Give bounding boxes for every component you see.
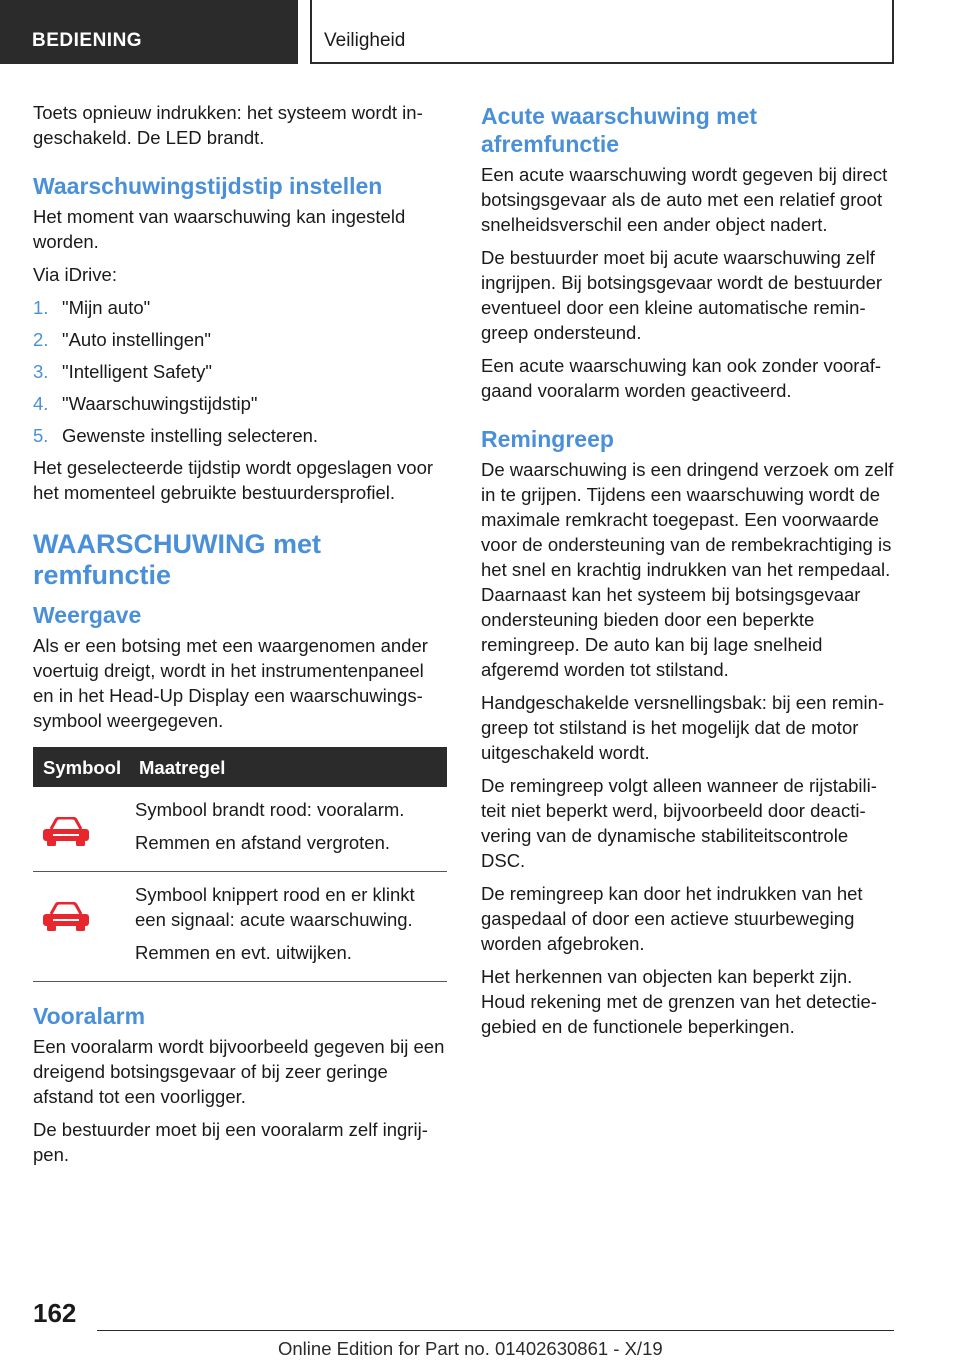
step-text: Gewenste instelling selecteren.: [62, 425, 319, 446]
measure-line: Remmen en evt. uitwijken.: [135, 942, 352, 963]
acute-paragraph: Een acute waarschuwing wordt gegeven bij direct botsingsgevaar als de auto met een relatief groot snelheidsverschil een ander object nadert.: [481, 164, 888, 235]
symbol-table: [33, 747, 447, 982]
prealarm-paragraph: Een vooralarm wordt bijvoorbeeld gegeven bij een dreigend botsingsgevaar of bij zeer geringe afstand tot een voorligger.: [33, 1036, 445, 1107]
column-header-measure: Maatregel: [129, 747, 447, 787]
car-warning-icon: [41, 817, 91, 847]
footer-divider: [97, 1330, 894, 1331]
intro-paragraph: Toets opnieuw indrukken: het systeem wordt ingeschakeld. De LED brandt.: [33, 102, 423, 148]
left-column: [33, 100, 447, 1175]
chapter-title: Veiligheid: [324, 30, 406, 51]
brake-paragraph: De remingreep kan door het indrukken van het gaspedaal of door een actieve stuurbeweging worden afgebroken.: [481, 883, 863, 954]
list-item: [33, 391, 447, 416]
step-text: "Waarschuwingstijdstip": [62, 393, 258, 414]
list-item: [33, 359, 447, 384]
display-paragraph: Als er een botsing met een waargenomen ander voertuig dreigt, wordt in het instrumentenpaneel en in het Head-Up Display een waarschuwingssymbool weergegeven.: [33, 635, 428, 731]
warning-time-paragraph: Het moment van waarschuwing kan ingesteld worden.: [33, 206, 406, 252]
table-row: [33, 872, 447, 982]
edition-footer: Online Edition for Part no. 01402630861 - X/19: [278, 1338, 663, 1359]
brake-paragraph: De remingreep volgt alleen wanneer de rijstabiliteit niet beperkt werd, bijvoorbeeld door deactivering van de dynamische stabiliteitscontrole DSC.: [481, 775, 877, 871]
step-number: 4.: [33, 393, 49, 414]
car-warning-icon: [41, 902, 91, 932]
acute-paragraph: Een acute waarschuwing kan ook zonder voorafgaand vooralarm worden geactiveerd.: [481, 355, 882, 401]
section-tab: [0, 0, 298, 64]
heading-acute-warning: Acute waarschuwing met afremfunctie: [481, 103, 758, 157]
symbol-cell: [33, 787, 129, 872]
via-idrive-label: Via iDrive:: [33, 264, 117, 285]
measure-line: Symbool brandt rood: vooralarm.: [135, 799, 405, 820]
chapter-tab: [310, 0, 894, 64]
brake-paragraph: Handgeschakelde versnellingsbak: bij een remingreep tot stilstand is het mogelijk dat de motor uitgeschakeld wordt.: [481, 692, 885, 763]
section-title: BEDIENING: [32, 30, 143, 51]
step-text: "Auto instellingen": [62, 329, 211, 350]
step-number: 5.: [33, 425, 49, 446]
symbol-cell: [33, 872, 129, 982]
step-text: "Mijn auto": [62, 297, 151, 318]
heading-warning-brake: WAARSCHUWING met remfunctie: [33, 529, 321, 590]
brake-paragraph: De waarschuwing is een dringend verzoek om zelf in te grijpen. Tijdens een waarschuwing wordt de maximale remkracht toegepast. Een voorwaarde voor de ondersteuning van de rembekrachtiging is het snel en krachtig indrukken van het rempedaal. Daarnaast kan het systeem bij botsingsgevaar ondersteuning bieden door een beperkte remingreep. De auto kan bij lage snelheid afgeremd worden tot stilstand.: [481, 459, 894, 680]
step-number: 1.: [33, 297, 49, 318]
prealarm-paragraph: De bestuurder moet bij een vooralarm zelf ingrijpen.: [33, 1119, 428, 1165]
heading-warning-time: Waarschuwingstijdstip instellen: [33, 173, 383, 199]
list-item: [33, 423, 447, 448]
table-row: [33, 787, 447, 872]
measure-line: Remmen en afstand vergroten.: [135, 832, 391, 853]
saved-paragraph: Het geselecteerde tijdstip wordt opgeslagen voor het momenteel gebruikte bestuurdersprofiel.: [33, 457, 434, 503]
heading-prealarm: Vooralarm: [33, 1003, 146, 1029]
measure-line: Symbool knippert rood en er klinkt een signaal: acute waarschuwing.: [135, 884, 415, 930]
list-item: [33, 327, 447, 352]
step-number: 3.: [33, 361, 49, 382]
table-header-row: [33, 747, 447, 787]
right-column: [481, 100, 895, 1047]
column-header-symbol: Symbool: [33, 747, 129, 787]
heading-brake-intervention: Remingreep: [481, 426, 614, 452]
acute-paragraph: De bestuurder moet bij acute waarschuwing zelf ingrijpen. Bij botsingsgevaar wordt de bestuurder eventueel door een kleine automatische remingreep ondersteund.: [481, 247, 883, 343]
step-number: 2.: [33, 329, 49, 350]
measure-cell: [129, 872, 447, 982]
step-list: [33, 295, 447, 448]
page-number: 162: [33, 1298, 77, 1328]
brake-paragraph: Het herkennen van objecten kan beperkt zijn. Houd rekening met de grenzen van het detectiegebied en de functionele beperkingen.: [481, 966, 877, 1037]
measure-cell: [129, 787, 447, 872]
heading-display: Weergave: [33, 602, 142, 628]
list-item: [33, 295, 447, 320]
step-text: "Intelligent Safety": [62, 361, 212, 382]
